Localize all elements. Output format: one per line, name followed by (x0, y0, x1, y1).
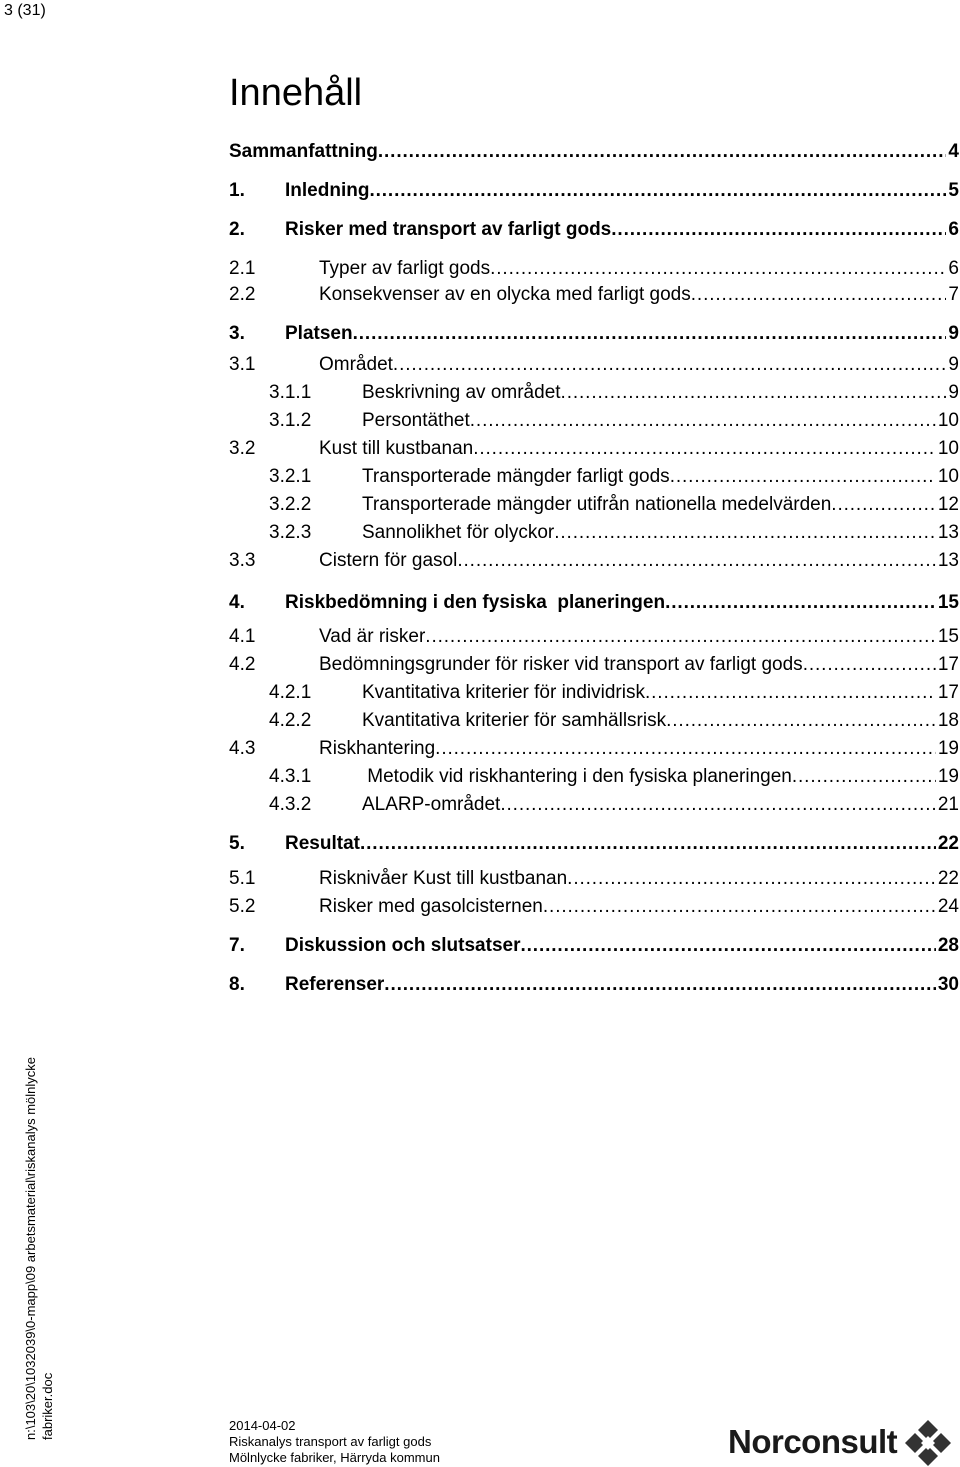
toc-dot-leader (561, 381, 947, 405)
toc-dot-leader (831, 493, 936, 517)
toc-dot-leader (378, 140, 947, 164)
toc-entry-title: Sammanfattning (229, 141, 378, 162)
toc-dot-leader (435, 737, 936, 761)
toc-entry-page: 10 (937, 438, 959, 459)
toc-entry-title: Typer av farligt gods (319, 258, 491, 279)
toc-entry-number: 4.3.1 (269, 766, 312, 787)
toc-entry-page: 19 (937, 766, 959, 787)
toc-entry[interactable] (229, 283, 959, 307)
toc-entry-title: Konsekvenser av en olycka med farligt gods (319, 284, 691, 305)
toc-dot-leader (520, 934, 935, 958)
toc-entry[interactable] (229, 709, 959, 733)
toc-entry-number: 5. (229, 833, 245, 854)
toc-title: Innehåll (229, 72, 363, 114)
toc-entry-title: Metodik vid riskhantering i den fysiska planeringen (362, 766, 792, 787)
toc-entry-number: 5.1 (229, 868, 256, 889)
footer-date: 2014-04-02 (229, 1418, 296, 1433)
toc-entry-page: 6 (948, 219, 959, 240)
toc-entry-number: 2. (229, 219, 245, 240)
toc-entry[interactable] (229, 653, 959, 677)
footer-doc-title: Riskanalys transport av farligt gods (229, 1434, 432, 1449)
toc-entry-number: 4.2.1 (269, 682, 312, 703)
page-number: 3 (31) (4, 2, 46, 19)
toc-dot-leader (792, 765, 936, 789)
toc-entry-number: 2.1 (229, 258, 256, 279)
toc-entry-title: Sannolikhet för olyckor (362, 522, 555, 543)
toc-entry[interactable] (229, 465, 959, 489)
toc-entry[interactable] (229, 218, 959, 242)
toc-dot-leader (369, 179, 946, 203)
toc-entry-number: 3.2.2 (269, 494, 312, 515)
toc-entry-number: 3. (229, 323, 245, 344)
toc-entry-title: Bedömningsgrunder för risker vid transport av farligt gods (319, 654, 803, 675)
toc-entry[interactable] (229, 832, 959, 856)
file-path-line-1: n:\103\20\1032039\0-mapp\09 arbetsmaterial\riskanalys mölnlycke (23, 1057, 38, 1440)
toc-dot-leader (473, 437, 936, 461)
toc-entry-title: Transporterade mängder utifrån nationella medelvärden (362, 494, 832, 515)
toc-entry-title: Persontäthet (362, 410, 470, 431)
toc-entry-number: 3.2 (229, 438, 256, 459)
toc-dot-leader (645, 681, 936, 705)
toc-entry-number: 8. (229, 974, 245, 995)
toc-entry[interactable] (229, 353, 959, 377)
toc-entry-title: Risknivåer Kust till kustbanan (319, 868, 568, 889)
toc-entry-title: Vad är risker (319, 626, 426, 647)
toc-entry-number: 3.2.3 (269, 522, 312, 543)
toc-entry[interactable] (229, 257, 959, 281)
toc-dot-leader (490, 257, 946, 281)
toc-entry[interactable] (229, 381, 959, 405)
page-footer (229, 1418, 440, 1466)
toc-entry-title: Transporterade mängder farligt gods (362, 466, 670, 487)
toc-entry[interactable] (229, 549, 959, 573)
toc-entry-number: 5.2 (229, 896, 256, 917)
toc-entry-number: 1. (229, 180, 245, 201)
toc-entry-page: 6 (948, 258, 959, 279)
toc-entry[interactable] (229, 322, 959, 346)
toc-entry-number: 7. (229, 935, 245, 956)
toc-dot-leader (543, 895, 936, 919)
toc-dot-leader (425, 625, 936, 649)
toc-entry-title: Riskbedömning i den fysiska planeringen (285, 592, 666, 613)
toc-entry-number: 3.1.1 (269, 382, 312, 403)
toc-entry-page: 22 (937, 868, 959, 889)
toc-dot-leader (393, 353, 947, 377)
toc-entry-page: 10 (937, 410, 959, 431)
toc-dot-leader (353, 322, 947, 346)
toc-entry-page: 15 (937, 626, 959, 647)
norconsult-logo (728, 1418, 957, 1466)
toc-entry[interactable] (229, 973, 959, 997)
file-path-line-2: fabriker.doc (40, 1372, 55, 1440)
toc-entry-number: 3.1.2 (269, 410, 312, 431)
footer-location: Mölnlycke fabriker, Härryda kommun (229, 1450, 440, 1465)
toc-entry-title: Diskussion och slutsatser (285, 935, 521, 956)
toc-entry-page: 9 (948, 323, 959, 344)
toc-dot-leader (611, 218, 946, 242)
toc-entry-number: 3.2.1 (269, 466, 312, 487)
toc-entry-page: 21 (937, 794, 959, 815)
norconsult-diamond-icon (899, 1418, 957, 1466)
toc-entry-title: Risker med gasolcisternen (319, 896, 543, 917)
toc-entry-number: 4.1 (229, 626, 256, 647)
toc-entry-number: 4.3 (229, 738, 256, 759)
toc-entry[interactable] (229, 625, 959, 649)
toc-entry-title: Cistern för gasol (319, 550, 458, 571)
toc-entry-page: 13 (937, 550, 959, 571)
toc-entry-title: Inledning (285, 180, 370, 201)
toc-entry-page: 17 (937, 682, 959, 703)
toc-entry[interactable] (229, 867, 959, 891)
toc-entry-title: Risker med transport av farligt gods (285, 219, 612, 240)
toc-dot-leader (803, 653, 936, 677)
toc-entry[interactable] (229, 179, 959, 203)
toc-entry-page: 5 (948, 180, 959, 201)
toc-entry[interactable] (229, 591, 959, 615)
toc-dot-leader (666, 709, 936, 733)
toc-entry-number: 4.2 (229, 654, 256, 675)
toc-entry-page: 4 (948, 141, 959, 162)
logo-text: Norconsult (728, 1423, 898, 1460)
toc-entry-number: 4.3.2 (269, 794, 312, 815)
toc-entry[interactable] (229, 681, 959, 705)
toc-entry-page: 28 (937, 935, 959, 956)
toc-entry-title: Kust till kustbanan (319, 438, 474, 459)
toc-dot-leader (457, 549, 936, 573)
toc-entry-number: 3.3 (229, 550, 256, 571)
toc-entry[interactable] (229, 493, 959, 517)
toc-entry-page: 19 (937, 738, 959, 759)
toc-dot-leader (500, 793, 936, 817)
toc-entry-page: 24 (937, 896, 959, 917)
toc-entry-title: Kvantitativa kriterier för samhällsrisk (362, 710, 667, 731)
toc-entry[interactable] (229, 765, 959, 789)
toc-entry-title: Platsen (285, 323, 353, 344)
toc-entry-number: 3.1 (229, 354, 256, 375)
toc-dot-leader (665, 591, 936, 615)
toc-entry-title: Referenser (285, 974, 385, 995)
toc-dot-leader (554, 521, 936, 545)
toc-entry-number: 2.2 (229, 284, 256, 305)
toc-entry[interactable] (229, 437, 959, 461)
toc-entry-page: 18 (937, 710, 959, 731)
toc-entry-title: Beskrivning av området (362, 382, 561, 403)
toc-dot-leader (691, 283, 947, 307)
toc-entry-title: Riskhantering (319, 738, 436, 759)
toc-entry[interactable] (229, 895, 959, 919)
toc-entry-title: Området (319, 354, 393, 375)
toc-entry[interactable] (229, 140, 959, 164)
toc-entry-number: 4.2.2 (269, 710, 312, 731)
toc-entry-page: 10 (937, 466, 959, 487)
toc-entry[interactable] (229, 934, 959, 958)
toc-entry-title: ALARP-området (362, 794, 501, 815)
toc-entry-page: 22 (937, 833, 959, 854)
toc-dot-leader (384, 973, 936, 997)
toc-entry[interactable] (229, 793, 959, 817)
toc-entry-page: 15 (937, 592, 959, 613)
toc-entry[interactable] (229, 409, 959, 433)
toc-entry[interactable] (229, 737, 959, 761)
toc-dot-leader (470, 409, 936, 433)
toc-entry-title: Kvantitativa kriterier för individrisk (362, 682, 645, 703)
toc-entry-page: 13 (937, 522, 959, 543)
toc-dot-leader (360, 832, 936, 856)
toc-entry[interactable] (229, 521, 959, 545)
toc-dot-leader (567, 867, 936, 891)
toc-entry-page: 12 (937, 494, 959, 515)
toc-entry-page: 30 (937, 974, 959, 995)
toc-dot-leader (670, 465, 936, 489)
toc-entry-page: 7 (948, 284, 959, 305)
toc-entry-number: 4. (229, 592, 245, 613)
toc-entry-page: 17 (937, 654, 959, 675)
toc-entry-page: 9 (948, 382, 959, 403)
toc-entry-page: 9 (948, 354, 959, 375)
file-path-sidebar (22, 1057, 56, 1440)
toc-entry-title: Resultat (285, 833, 360, 854)
